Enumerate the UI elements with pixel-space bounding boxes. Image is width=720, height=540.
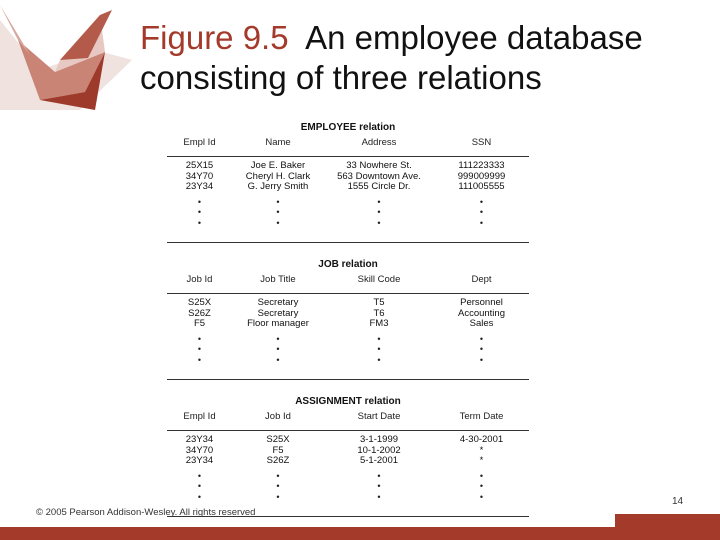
table-cell: F5 — [193, 318, 206, 329]
continuation-dots: • • • — [479, 333, 484, 365]
data-column — [232, 298, 324, 379]
column-header: Job Title — [260, 274, 296, 285]
continuation-dots: • • • — [276, 333, 280, 365]
data-column — [167, 298, 232, 379]
table-cell: S26Z — [266, 455, 290, 466]
data-column — [324, 298, 434, 379]
relation-body — [167, 157, 529, 243]
column-header: Empl Id — [183, 137, 216, 148]
column-header: Start Date — [357, 411, 401, 422]
table-cell: 3-1-1999 — [359, 434, 399, 445]
table-cell: 563 Downtown Ave. — [337, 170, 421, 182]
table-cell: S26Z — [188, 307, 211, 319]
relation-header-row — [167, 272, 529, 294]
data-column — [434, 298, 529, 379]
slide-title — [140, 18, 710, 98]
employee-relation-table — [167, 121, 529, 243]
continuation-dots: • • • — [377, 196, 381, 228]
table-cell: 33 Nowhere St. — [346, 160, 412, 171]
column-header: Address — [361, 137, 397, 148]
relation-body — [167, 294, 529, 380]
assignment-relation-table — [167, 395, 529, 517]
table-cell: T6 — [373, 307, 385, 319]
column-header: Job Id — [265, 411, 291, 422]
relation-header-row — [167, 409, 529, 431]
data-column — [167, 435, 232, 516]
table-cell: 34Y70 — [185, 170, 214, 182]
job-relation-table — [167, 258, 529, 380]
table-cell: 999009999 — [457, 170, 506, 182]
table-cell: Floor manager — [247, 318, 309, 329]
table-cell: 23Y34 — [185, 181, 214, 192]
figure-caption: An employee database consisting of three relations — [140, 19, 643, 96]
copyright-notice: © 2005 Pearson Addison-Wesley. All rights reserved — [36, 507, 256, 518]
table-cell: Personnel — [460, 297, 503, 308]
continuation-dots: • • • — [197, 470, 202, 502]
table-cell: 4-30-2001 — [459, 434, 504, 445]
table-cell: 23Y34 — [185, 455, 214, 466]
table-cell: 10-1-2002 — [357, 444, 401, 456]
table-cell: 111223333 — [458, 160, 505, 171]
page-number: 14 — [672, 496, 684, 507]
table-cell: Secretary — [257, 307, 299, 319]
continuation-dots: • • • — [479, 470, 484, 502]
data-column — [167, 161, 232, 242]
data-column — [434, 435, 529, 516]
table-cell: 1555 Circle Dr. — [347, 181, 411, 192]
table-cell: * — [479, 444, 484, 456]
data-column — [232, 161, 324, 242]
table-cell: S25X — [266, 434, 290, 445]
relation-title: ASSIGNMENT relation — [295, 396, 401, 407]
table-cell: * — [479, 455, 484, 466]
continuation-dots: • • • — [276, 196, 280, 228]
column-header: Skill Code — [357, 274, 401, 285]
column-header: Term Date — [459, 411, 504, 422]
continuation-dots: • • • — [197, 196, 202, 228]
table-cell: Secretary — [257, 297, 299, 308]
database-figure — [167, 121, 529, 517]
footer-tab — [615, 514, 720, 528]
table-cell: 25X15 — [185, 160, 214, 171]
footer-bar — [0, 527, 720, 540]
column-header: Name — [265, 137, 291, 148]
figure-label: Figure 9.5 — [140, 19, 289, 56]
table-cell: Accounting — [457, 307, 505, 319]
relation-title: EMPLOYEE relation — [300, 122, 396, 133]
table-cell: Cheryl H. Clark — [245, 170, 311, 182]
column-header: Dept — [471, 274, 492, 285]
continuation-dots: • • • — [479, 196, 484, 228]
table-cell: 5-1-2001 — [359, 455, 399, 466]
continuation-dots: • • • — [197, 333, 202, 365]
data-column — [232, 435, 324, 516]
relation-header-row — [167, 135, 529, 157]
table-cell: F5 — [272, 444, 284, 456]
continuation-dots: • • • — [276, 470, 280, 502]
table-cell: FM3 — [369, 318, 389, 329]
table-cell: Joe E. Baker — [250, 160, 306, 171]
origami-crane-logo — [0, 0, 132, 110]
column-header: Job Id — [186, 274, 213, 285]
table-cell: G. Jerry Smith — [247, 181, 309, 192]
continuation-dots: • • • — [377, 333, 381, 365]
data-column — [324, 161, 434, 242]
data-column — [324, 435, 434, 516]
table-cell: 111005555 — [458, 181, 505, 192]
relation-title: JOB relation — [318, 259, 378, 270]
continuation-dots: • • • — [377, 470, 381, 502]
column-header: SSN — [471, 137, 492, 148]
column-header: Empl Id — [183, 411, 216, 422]
table-cell: T5 — [373, 297, 385, 308]
relation-body — [167, 431, 529, 517]
data-column — [434, 161, 529, 242]
table-cell: S25X — [187, 297, 212, 308]
table-cell: 34Y70 — [185, 444, 214, 456]
table-cell: Sales — [469, 318, 494, 329]
table-cell: 23Y34 — [185, 434, 214, 445]
